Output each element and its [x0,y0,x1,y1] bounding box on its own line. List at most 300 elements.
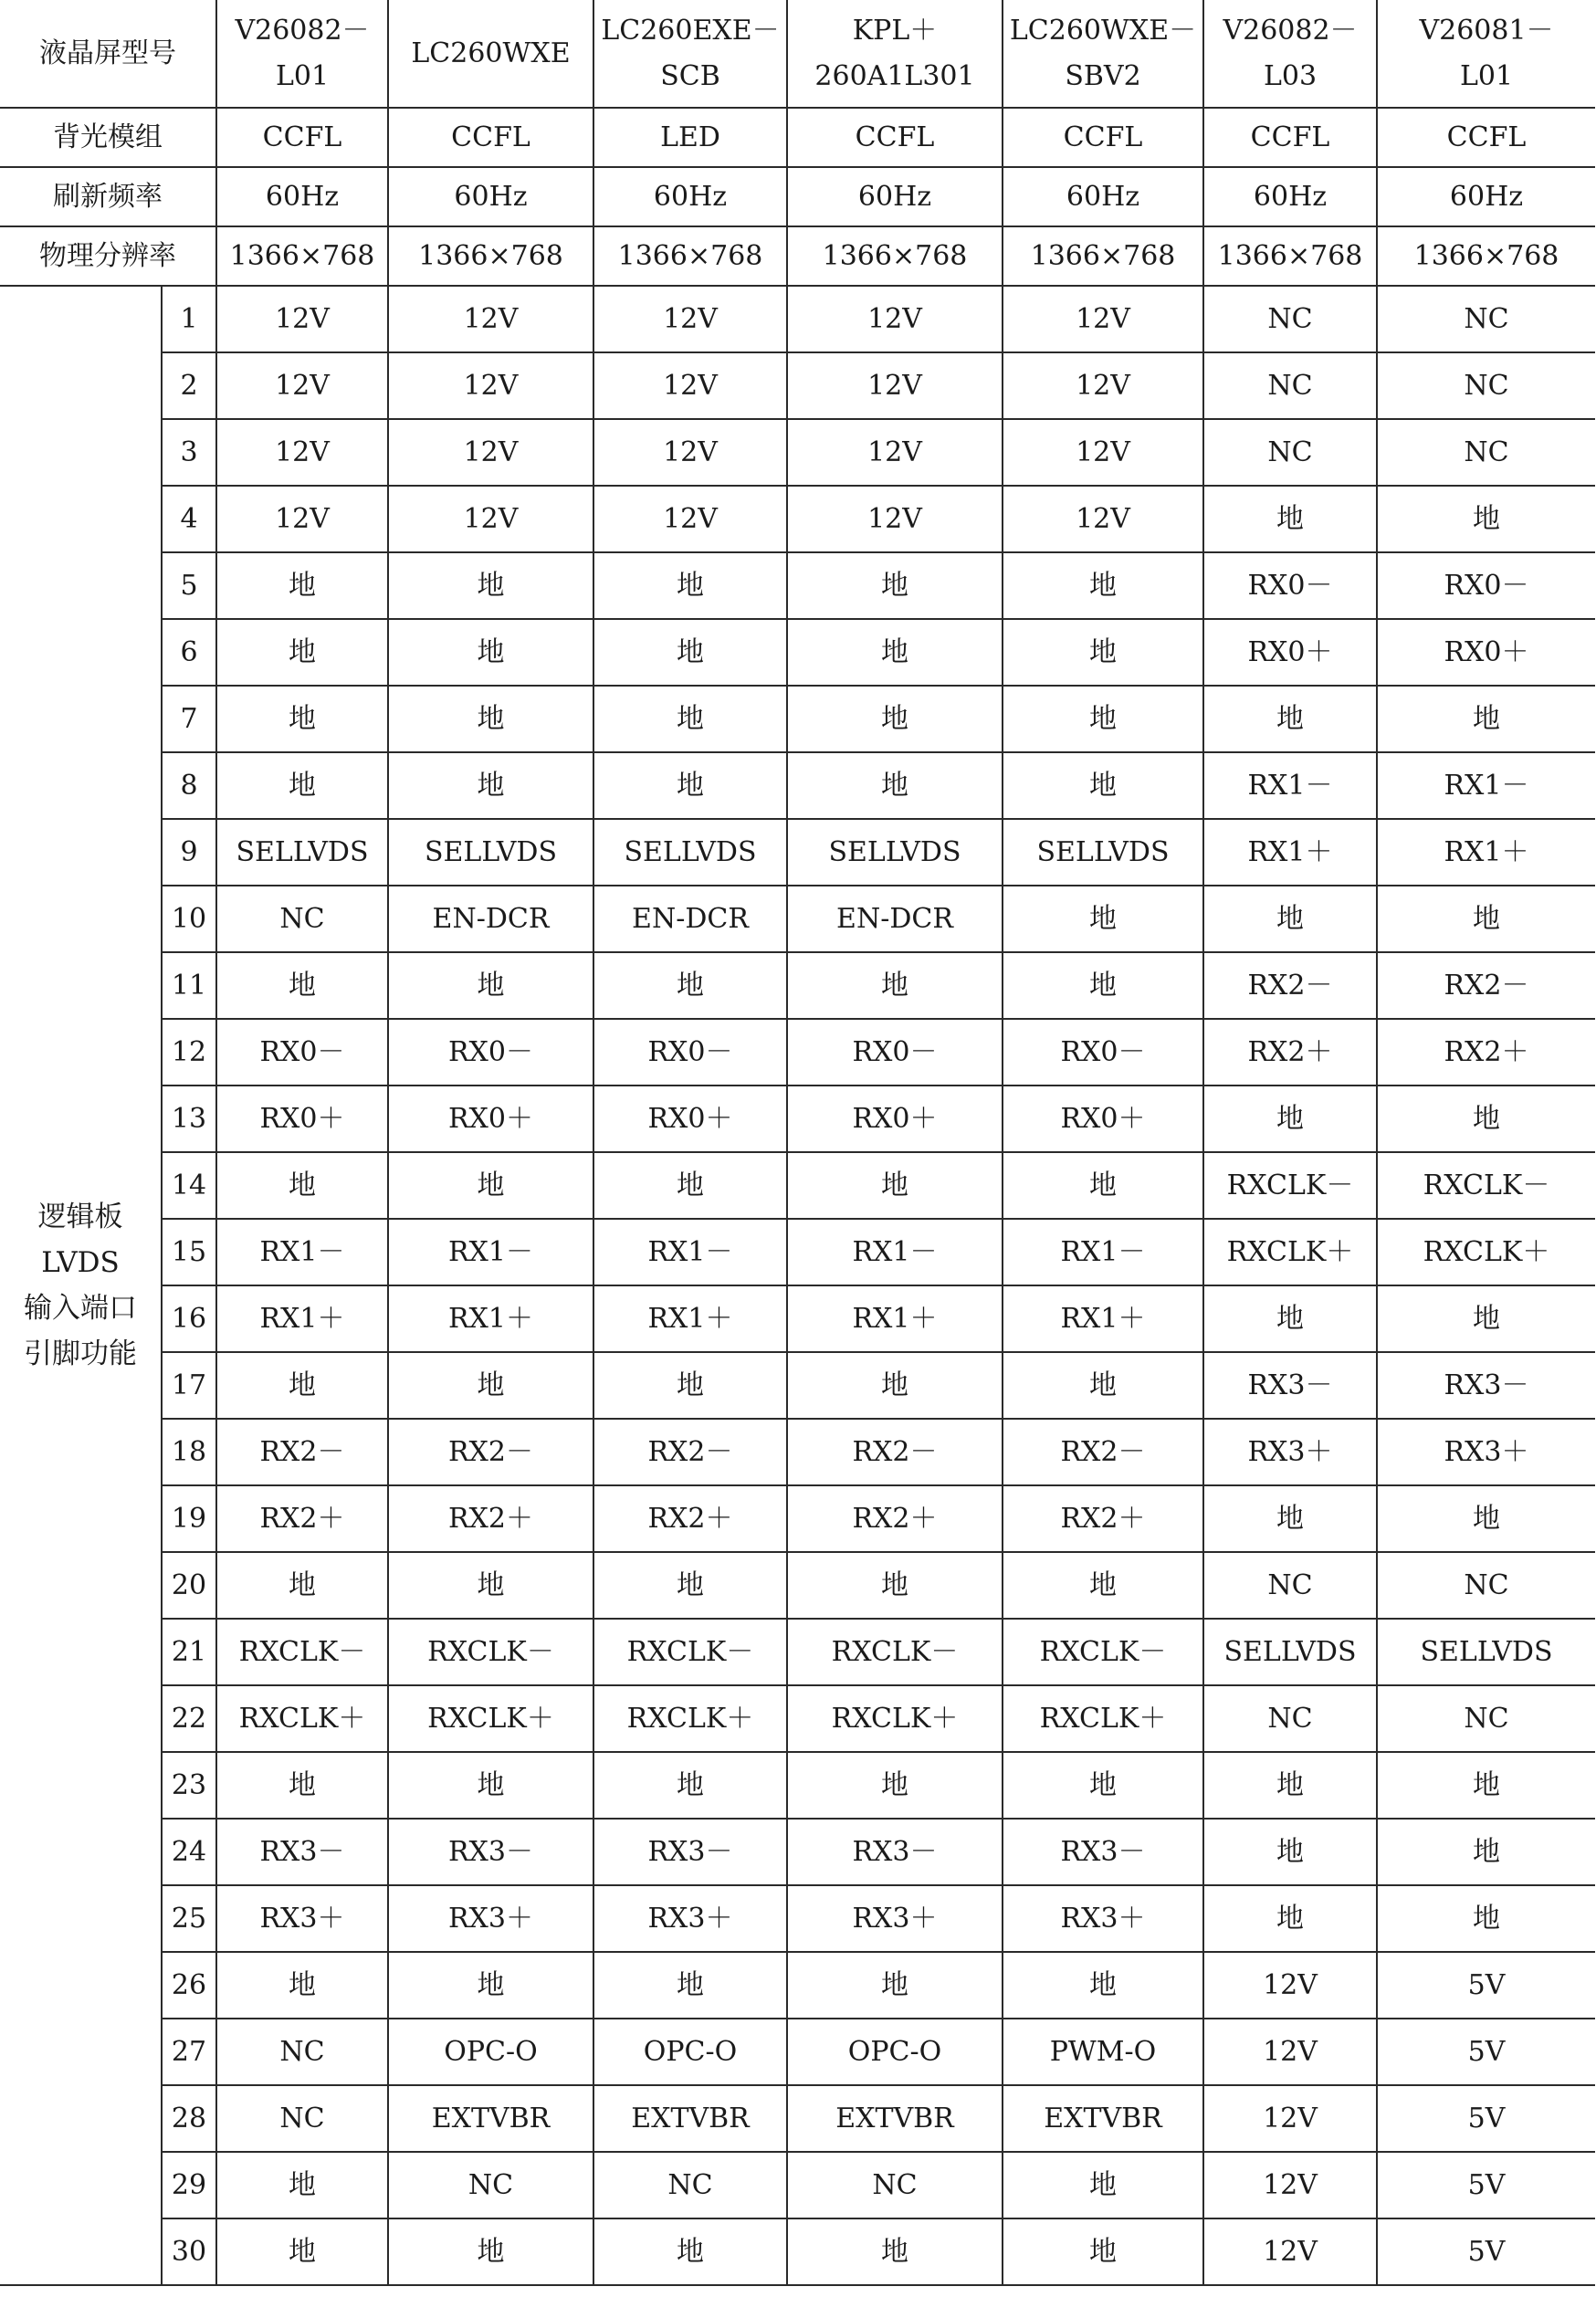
pin-function: 地 [1203,1752,1377,1819]
pin-function: 地 [593,1552,787,1619]
pin-function: RX1－ [1003,1219,1203,1285]
pin-function: NC [1203,1685,1377,1752]
pin-row [0,2085,1595,2152]
pin-function: 12V [1203,2152,1377,2218]
pin-number: 23 [162,1752,216,1819]
pin-function: 5V [1377,2019,1595,2085]
pin-function: 5V [1377,2218,1595,2285]
pin-function: 地 [1377,1086,1595,1152]
pin-function: 地 [1203,1086,1377,1152]
pin-function: 地 [1203,886,1377,952]
model-header-cell [388,0,593,108]
pin-function: NC [216,2019,388,2085]
pin-function: 12V [787,419,1003,486]
pin-number: 29 [162,2152,216,2218]
pin-function: RXCLK＋ [388,1685,593,1752]
pin-function: 12V [787,286,1003,352]
pin-function: 地 [1377,1819,1595,1885]
model-name-line1: V26082－ [1223,14,1358,47]
pin-function: 地 [593,952,787,1019]
pin-function: RX1＋ [1377,819,1595,886]
pin-function: RX2＋ [1377,1019,1595,1086]
pin-function: 12V [593,486,787,552]
pin-function: EN-DCR [388,886,593,952]
pin-function: 12V [216,486,388,552]
pin-function: 地 [787,952,1003,1019]
pin-function: 地 [787,686,1003,752]
pin-number: 21 [162,1619,216,1685]
pin-row [0,2152,1595,2218]
pin-number: 26 [162,1952,216,2019]
model-name-line2: SBV2 [1065,59,1141,92]
pin-function: 地 [1003,1352,1203,1419]
pin-function: RXCLK－ [388,1619,593,1685]
pin-function: 地 [593,686,787,752]
pin-function: NC [1203,419,1377,486]
pin-function: 12V [1203,1952,1377,2019]
pin-row [0,1419,1595,1485]
pin-function: RX2＋ [388,1485,593,1552]
pin-function: 12V [593,419,787,486]
pin-function: RX3－ [388,1819,593,1885]
pin-function: RX1＋ [1003,1285,1203,1352]
pin-function: RX0－ [1377,552,1595,619]
pin-function: RX2－ [593,1419,787,1485]
pin-function: 12V [1203,2085,1377,2152]
pin-function: 12V [593,352,787,419]
pin-function: RXCLK－ [1003,1619,1203,1685]
pin-function: RX2＋ [1003,1485,1203,1552]
pin-number: 15 [162,1219,216,1285]
pin-function: RX2＋ [787,1485,1003,1552]
pin-function: 地 [593,1752,787,1819]
pin-function: RX0＋ [593,1086,787,1152]
model-name-line2: L01 [275,59,330,92]
pin-function: 12V [216,419,388,486]
pin-row [0,752,1595,819]
pin-function: SELLVDS [1003,819,1203,886]
pin-function: RX0－ [1003,1019,1203,1086]
model-name-line1: V26081－ [1419,14,1554,47]
pin-function: EN-DCR [787,886,1003,952]
pin-function: RXCLK－ [216,1619,388,1685]
pin-function: RXCLK－ [787,1619,1003,1685]
pin-function: 地 [1203,1885,1377,1952]
pin-function: NC [1203,286,1377,352]
pin-function: OPC-O [593,2019,787,2085]
pin-function: 地 [1377,886,1595,952]
pin-function: EXTVBR [388,2085,593,2152]
pin-function: 地 [388,686,593,752]
pin-function: OPC-O [388,2019,593,2085]
pin-group-label-line: 逻辑板 [37,1201,123,1233]
pin-function: RX2－ [787,1419,1003,1485]
property-label: 刷新频率 [0,167,216,226]
pin-function: RX3＋ [388,1885,593,1952]
pin-number: 20 [162,1552,216,1619]
pin-function: RXCLK＋ [1377,1219,1595,1285]
pin-function: 地 [388,552,593,619]
pin-row [0,886,1595,952]
pin-function: 地 [1377,1485,1595,1552]
pin-row [0,286,1595,352]
property-row [0,108,1595,167]
pin-number: 24 [162,1819,216,1885]
pin-function: 地 [787,1152,1003,1219]
pin-function: RX3－ [593,1819,787,1885]
pin-group-label-line: LVDS [41,1246,120,1279]
pin-function: RX0＋ [388,1086,593,1152]
pin-group-label-line: 引脚功能 [24,1337,137,1370]
pin-function: 地 [593,2218,787,2285]
pin-number: 11 [162,952,216,1019]
pin-function: NC [1203,1552,1377,1619]
pin-function: 12V [388,419,593,486]
pin-function: RXCLK＋ [1203,1219,1377,1285]
pin-function: 地 [388,952,593,1019]
pin-function: 12V [1003,352,1203,419]
pin-function: EN-DCR [593,886,787,952]
pin-function: 12V [787,486,1003,552]
pin-row [0,952,1595,1019]
pin-row [0,352,1595,419]
pin-row [0,486,1595,552]
pin-function: RX3－ [1203,1352,1377,1419]
pin-function: 地 [593,1352,787,1419]
pin-row [0,1285,1595,1352]
pin-function: 地 [1377,1285,1595,1352]
pin-function: 地 [216,1152,388,1219]
property-value: 60Hz [593,167,787,226]
pin-function: 地 [1003,752,1203,819]
pin-function: 地 [216,686,388,752]
pin-function: RX1－ [1377,752,1595,819]
pin-function: 地 [593,552,787,619]
pin-function: NC [1377,286,1595,352]
pin-function: RX3－ [1377,1352,1595,1419]
pin-function: 地 [1203,686,1377,752]
pin-function: 地 [216,619,388,686]
pin-function: SELLVDS [1377,1619,1595,1685]
pin-group-label-line: 输入端口 [24,1292,137,1325]
pin-function: 地 [1003,1952,1203,2019]
pin-function: 地 [216,552,388,619]
model-header-cell [216,0,388,108]
pin-function: NC [1377,1552,1595,1619]
pin-row [0,1152,1595,1219]
property-value: 60Hz [388,167,593,226]
pin-function: 地 [388,2218,593,2285]
pin-function: 地 [787,1352,1003,1419]
property-value: 1366×768 [787,226,1003,286]
property-value: CCFL [1377,108,1595,167]
pin-function: RX1－ [1203,752,1377,819]
property-value: 60Hz [216,167,388,226]
pin-group-label [0,286,162,2285]
pin-function: 地 [1203,1819,1377,1885]
pin-function: 地 [787,752,1003,819]
pin-row [0,1619,1595,1685]
pin-function: EXTVBR [787,2085,1003,2152]
pin-function: SELLVDS [1203,1619,1377,1685]
pin-number: 28 [162,2085,216,2152]
pin-row [0,1752,1595,1819]
pin-function: RX3＋ [1203,1419,1377,1485]
pin-function: 地 [787,552,1003,619]
pin-function: RX0－ [216,1019,388,1086]
pin-function: RX1＋ [216,1285,388,1352]
property-label: 物理分辨率 [0,226,216,286]
pin-function: 地 [787,1552,1003,1619]
pin-number: 19 [162,1485,216,1552]
pin-function: 12V [216,352,388,419]
model-header-cell [593,0,787,108]
pin-function: NC [216,886,388,952]
pin-row [0,2019,1595,2085]
pin-function: 地 [1377,1752,1595,1819]
pin-function: RX3＋ [787,1885,1003,1952]
pin-function: RXCLK＋ [593,1685,787,1752]
pin-number: 1 [162,286,216,352]
property-value: 1366×768 [593,226,787,286]
pin-function: RX0－ [787,1019,1003,1086]
pin-number: 22 [162,1685,216,1752]
pin-function: SELLVDS [593,819,787,886]
pin-function: NC [593,2152,787,2218]
pin-function: RX0＋ [1003,1086,1203,1152]
pin-function: RX0＋ [1377,619,1595,686]
pin-function: RX3＋ [1003,1885,1203,1952]
model-name-line2: SCB [660,59,720,92]
pin-function: PWM-O [1003,2019,1203,2085]
property-value: CCFL [1003,108,1203,167]
model-name-line2: L03 [1263,59,1318,92]
pin-function: 地 [787,2218,1003,2285]
pin-function: SELLVDS [787,819,1003,886]
pin-function: 地 [593,619,787,686]
pin-function: 地 [388,1152,593,1219]
pin-function: 12V [787,352,1003,419]
property-value: CCFL [388,108,593,167]
pin-function: 12V [216,286,388,352]
pin-function: RX2－ [1203,952,1377,1019]
pin-function: 12V [1003,419,1203,486]
pin-function: NC [1377,352,1595,419]
pin-row [0,1885,1595,1952]
pin-function: RX0＋ [1203,619,1377,686]
pin-function: NC [216,2085,388,2152]
pin-function: RX1＋ [787,1285,1003,1352]
property-value: 1366×768 [216,226,388,286]
pin-function: 12V [388,352,593,419]
pin-function: RX1＋ [388,1285,593,1352]
pin-function: NC [1377,1685,1595,1752]
pin-function: 地 [1377,686,1595,752]
pin-function: RX2＋ [1203,1019,1377,1086]
pin-number: 2 [162,352,216,419]
pin-function: RX0－ [388,1019,593,1086]
model-header-cell [1203,0,1377,108]
pin-row [0,686,1595,752]
pin-function: 地 [1003,2218,1203,2285]
pin-function: RX3－ [787,1819,1003,1885]
pin-function: 12V [1203,2019,1377,2085]
model-name-line2: 260A1L301 [814,59,975,92]
property-value: 60Hz [1003,167,1203,226]
pin-function: NC [1377,419,1595,486]
pin-function: RX0＋ [216,1086,388,1152]
model-header-cell [1003,0,1203,108]
pin-function: 地 [1003,886,1203,952]
pin-number: 6 [162,619,216,686]
corner-label: 液晶屏型号 [0,0,216,108]
pin-function: RX0＋ [787,1086,1003,1152]
pin-number: 12 [162,1019,216,1086]
pin-function: 地 [1003,1552,1203,1619]
pin-number: 8 [162,752,216,819]
pin-row [0,1485,1595,1552]
pin-function: NC [787,2152,1003,2218]
pin-function: RX3＋ [1377,1419,1595,1485]
pin-function: 地 [388,619,593,686]
pin-row [0,1019,1595,1086]
model-header-row [0,0,1595,108]
pin-number: 27 [162,2019,216,2085]
pin-number: 13 [162,1086,216,1152]
model-name-line2: L01 [1459,59,1514,92]
pin-function: RX2＋ [216,1485,388,1552]
pin-function: EXTVBR [1003,2085,1203,2152]
pin-function: RXCLK－ [1377,1152,1595,1219]
property-value: 60Hz [1377,167,1595,226]
pin-number: 3 [162,419,216,486]
pin-function: 12V [1003,486,1203,552]
pin-function: 12V [1203,2218,1377,2285]
pin-number: 4 [162,486,216,552]
pin-function: RXCLK＋ [787,1685,1003,1752]
pin-function: 地 [216,2152,388,2218]
pin-function: 地 [216,1752,388,1819]
property-value: CCFL [787,108,1003,167]
pin-function: 地 [1203,1285,1377,1352]
pin-function: 地 [787,1952,1003,2019]
pin-number: 18 [162,1419,216,1485]
pin-function: 5V [1377,2152,1595,2218]
pin-function: 地 [216,1352,388,1419]
pin-function: RX3＋ [593,1885,787,1952]
pin-function: 地 [1203,1485,1377,1552]
model-name-line1: LC260EXE－ [601,14,780,47]
pin-function: 地 [388,1752,593,1819]
pin-number: 7 [162,686,216,752]
pin-function: 地 [1003,552,1203,619]
pin-function: 地 [216,1952,388,2019]
pin-function: 12V [388,286,593,352]
pin-function: 地 [1003,686,1203,752]
pin-number: 10 [162,886,216,952]
model-name-line1: KPL＋ [852,14,938,47]
pin-row [0,1086,1595,1152]
pin-row [0,819,1595,886]
pin-function: 地 [1003,952,1203,1019]
pin-function: NC [388,2152,593,2218]
model-header-cell [787,0,1003,108]
pin-function: 12V [1003,286,1203,352]
pin-row [0,419,1595,486]
pin-function: RX0－ [593,1019,787,1086]
property-label: 背光模组 [0,108,216,167]
pin-function: RXCLK＋ [1003,1685,1203,1752]
pin-function: 地 [1003,1152,1203,1219]
pin-function: RX2－ [216,1419,388,1485]
model-name-line1: LC260WXE [411,37,571,69]
pin-function: 地 [216,952,388,1019]
pin-function: NC [1203,352,1377,419]
property-value: 1366×768 [388,226,593,286]
pin-row [0,619,1595,686]
pin-function: 地 [593,752,787,819]
pin-function: RXCLK－ [593,1619,787,1685]
pin-number: 30 [162,2218,216,2285]
pin-row [0,552,1595,619]
pin-function: RX1＋ [593,1285,787,1352]
pin-function: RX3－ [216,1819,388,1885]
property-value: 60Hz [787,167,1003,226]
pin-function: SELLVDS [216,819,388,886]
pin-function: 5V [1377,2085,1595,2152]
pin-number: 9 [162,819,216,886]
property-row [0,226,1595,286]
pin-function: RX2－ [1377,952,1595,1019]
pin-number: 25 [162,1885,216,1952]
property-value: 60Hz [1203,167,1377,226]
pin-function: OPC-O [787,2019,1003,2085]
pin-function: RX2－ [388,1419,593,1485]
pin-number: 5 [162,552,216,619]
pin-function: 地 [1003,2152,1203,2218]
pin-function: RXCLK＋ [216,1685,388,1752]
property-row [0,167,1595,226]
pin-row [0,2218,1595,2285]
pin-function: RX1－ [388,1219,593,1285]
pin-number: 16 [162,1285,216,1352]
pin-function: 地 [1377,1885,1595,1952]
pin-function: 地 [1003,619,1203,686]
model-header-cell [1377,0,1595,108]
model-name-line1: V26082－ [235,14,370,47]
pin-number: 14 [162,1152,216,1219]
pin-function: 12V [388,486,593,552]
pin-function: 地 [1377,486,1595,552]
pin-number: 17 [162,1352,216,1419]
pin-function: RX2＋ [593,1485,787,1552]
pin-function: RX1－ [216,1219,388,1285]
pin-function: 5V [1377,1952,1595,2019]
pin-row [0,1952,1595,2019]
pin-function: RXCLK－ [1203,1152,1377,1219]
pin-function: SELLVDS [388,819,593,886]
pin-function: 地 [593,1952,787,2019]
pin-function: EXTVBR [593,2085,787,2152]
property-value: CCFL [1203,108,1377,167]
pin-function: 地 [216,752,388,819]
pin-function: 地 [787,619,1003,686]
property-value: 1366×768 [1377,226,1595,286]
property-value: 1366×768 [1003,226,1203,286]
pin-function: RX0－ [1203,552,1377,619]
model-name-line1: LC260WXE－ [1009,14,1197,47]
pin-function: RX1－ [593,1219,787,1285]
